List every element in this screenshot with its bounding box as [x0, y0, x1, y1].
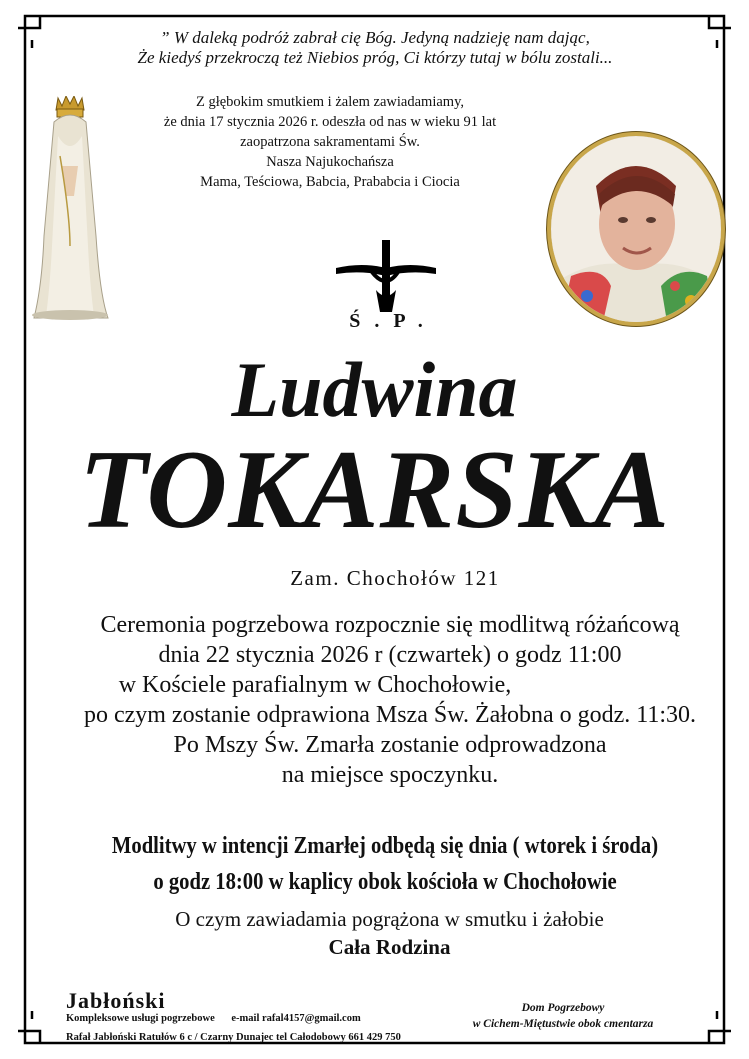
- intro-line: Nasza Najukochańsza: [266, 154, 394, 170]
- intro-line: że dnia 17 stycznia 2026 r. odeszła od nas w wieku 91 lat: [163, 114, 497, 130]
- ceremony-line: po czym zostanie odprawiona Msza Św. Żałobna o godz. 11:30.: [83, 702, 697, 728]
- intro-line: Mama, Teściowa, Babcia, Prababcia i Ciocia: [200, 174, 460, 190]
- ceremony-details: [20, 610, 749, 790]
- deceased-address: Zam. Chochołów 121: [290, 566, 500, 590]
- ceremony-line: dnia 22 stycznia 2026 r (czwartek) o godz 11:00: [158, 642, 622, 668]
- ceremony-line: na miejsce spoczynku.: [281, 762, 499, 788]
- closing: [0, 905, 749, 961]
- address-line: Rafał Jabłoński Ratułów 6 c / Czarny Dunajec tel Całodobowy 661 429 750: [66, 1032, 401, 1043]
- funeral-home-info: [66, 990, 401, 1045]
- prayer-line: o godz 18:00 w kaplicy obok kościoła w Chochołowie: [153, 869, 617, 895]
- prayer-line: Modlitwy w intencji Zmarłej odbędą się dnia ( wtorek i środa): [111, 833, 659, 859]
- portrait-photo-icon: [551, 136, 721, 322]
- madonna-statue-icon: [30, 96, 110, 322]
- services-line: [66, 1012, 401, 1026]
- prayer-details: [88, 828, 681, 900]
- poem: [30, 28, 720, 68]
- poem-line: ” W daleką podróż zabrał cię Bóg. Jedyną nadzieję nam dając,: [160, 28, 590, 47]
- closing-line: O czym zawiadamia pogrążona w smutku i żałobie: [175, 907, 604, 931]
- email-label: e-mail rafal4157@gmail.com: [231, 1013, 361, 1024]
- poem-line: Że kiedyś przekroczą też Niebios próg, Ci którzy tutaj w bólu zostali...: [137, 48, 613, 67]
- deceased-surname: TOKARSKA: [78, 428, 671, 552]
- funeral-home-brand: Jabłoński: [66, 988, 166, 1013]
- intro-line: Z głębokim smutkiem i żalem zawiadamiamy,: [195, 94, 465, 110]
- deceased-given-name: Ludwina: [231, 346, 518, 433]
- family-signature: Cała Rodzina: [328, 935, 451, 959]
- ceremony-line: w Kościele parafialnym w Chochołowie,: [118, 672, 512, 698]
- announcement-intro: [130, 92, 530, 192]
- home-line: Dom Pogrzebowy: [521, 1002, 605, 1014]
- services-label: Kompleksowe usługi pogrzebowe: [66, 1013, 215, 1024]
- funeral-home-location: [448, 1000, 678, 1032]
- sp-label: Ś.P.: [349, 310, 437, 332]
- ceremony-line: Ceremonia pogrzebowa rozpocznie się modlitwą różańcową: [100, 612, 680, 638]
- ceremony-line: Po Mszy Św. Zmarła zostanie odprowadzona: [173, 732, 607, 758]
- deceased-portrait: [547, 132, 725, 326]
- home-line: w Cichem-Miętustwie obok cmentarza: [472, 1018, 654, 1030]
- intro-line: zaopatrzona sakramentami Św.: [240, 134, 420, 150]
